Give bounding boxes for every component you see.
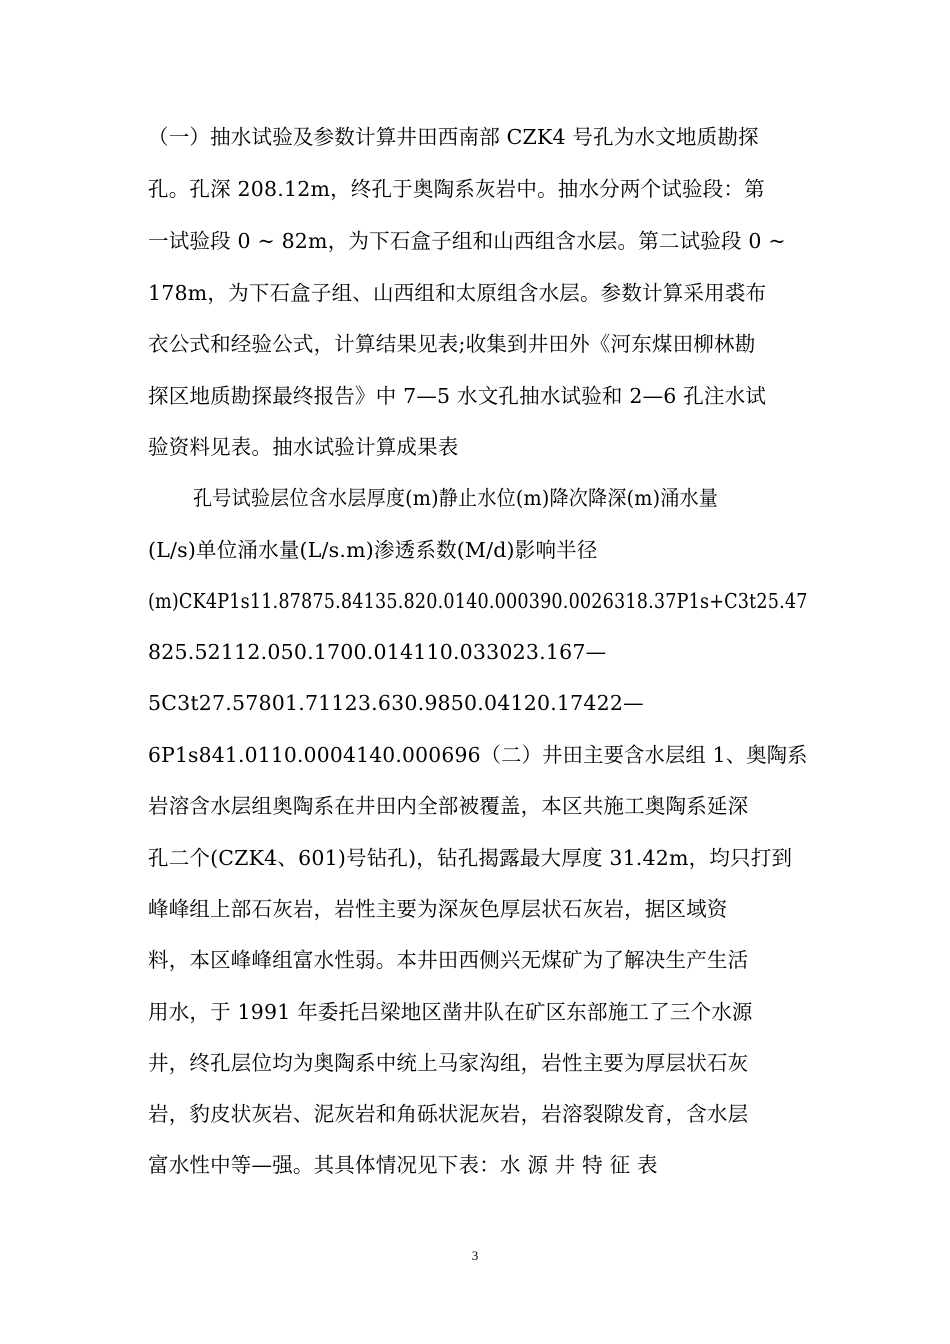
- text-line: 富水性中等—强。其具体情况见下表：水 源 井 特 征 表: [148, 1153, 658, 1177]
- text-line: 探区地质勘探最终报告》中 7—5 水文孔抽水试验和 2—6 孔注水试: [148, 384, 767, 408]
- table-data-line: 825.52112.050.1700.014110.033023.167—: [148, 640, 607, 664]
- text-line: 178m，为下石盒子组、山西组和太原组含水层。参数计算采用裘布: [148, 281, 767, 305]
- page-number: 3: [471, 1248, 479, 1263]
- text-line: 孔。孔深 208.12m，终孔于奥陶系灰岩中。抽水分两个试验段：第: [148, 177, 765, 201]
- table-data-line: (m)CK4P1s11.87875.84135.820.0140.000390.0026318.37P1s+C3t25.47: [148, 589, 808, 613]
- text-line: 一试验段 0 ~ 82m，为下石盒子组和山西组含水层。第二试验段 0 ~: [148, 229, 786, 253]
- text-line: 峰峰组上部石灰岩，岩性主要为深灰色厚层状石灰岩，据区域资: [148, 897, 728, 921]
- table-data-line: 5C3t27.57801.71123.630.9850.04120.17422—: [148, 691, 644, 715]
- text-line: 衣公式和经验公式，计算结果见表;收集到井田外《河东煤田柳林勘: [148, 332, 756, 356]
- text-line: 料，本区峰峰组富水性弱。本井田西侧兴无煤矿为了解决生产生活: [148, 948, 749, 972]
- table-header-line: 孔号试验层位含水层厚度(m)静止水位(m)降次降深(m)涌水量: [193, 486, 719, 510]
- text-line: 井，终孔层位均为奥陶系中统上马家沟组，岩性主要为厚层状石灰: [148, 1051, 749, 1075]
- text-line: 验资料见表。抽水试验计算成果表: [148, 435, 459, 459]
- text-line: 用水，于 1991 年委托吕梁地区凿井队在矿区东部施工了三个水源: [148, 1000, 753, 1024]
- text-line: 岩溶含水层组奥陶系在井田内全部被覆盖，本区共施工奥陶系延深: [148, 794, 749, 818]
- text-line: （一）抽水试验及参数计算井田西南部 CZK4 号孔为水文地质勘探: [148, 125, 759, 149]
- text-line: 孔二个(CZK4、601)号钻孔)，钻孔揭露最大厚度 31.42m，均只打到: [148, 846, 793, 870]
- text-line: 岩，豹皮状灰岩、泥灰岩和角砾状泥灰岩，岩溶裂隙发育，含水层: [148, 1102, 749, 1126]
- table-header-line: (L/s)单位涌水量(L/s.m)渗透系数(M/d)影响半径: [148, 538, 598, 562]
- text-line: 6P1s841.0110.0004140.000696（二）井田主要含水层组 1、奥陶系: [148, 743, 808, 767]
